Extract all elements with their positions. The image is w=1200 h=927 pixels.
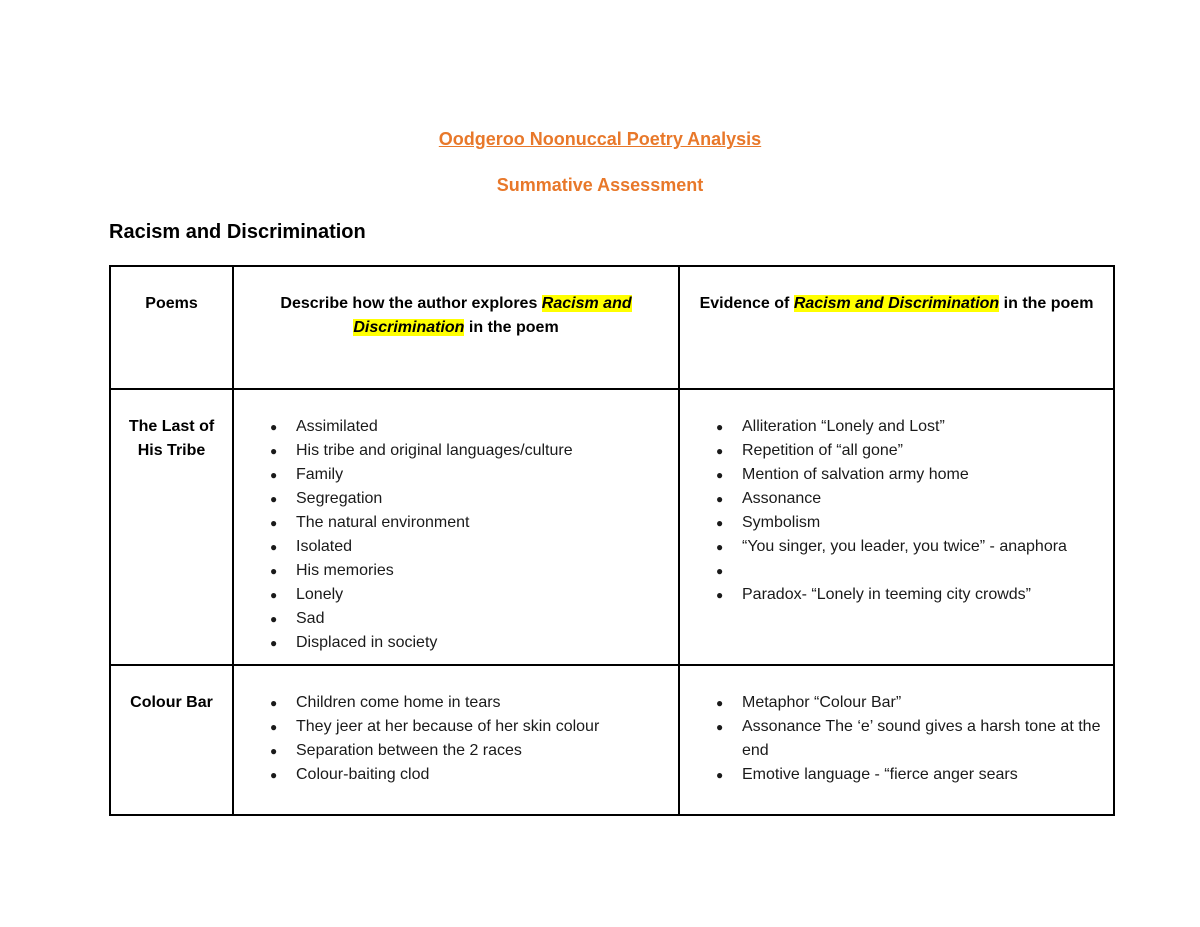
list-item: [716, 511, 1103, 535]
header-evidence-text: Evidence of: [699, 295, 794, 312]
bullet-icon: ●: [270, 492, 278, 506]
poem-title: The Last of His Tribe: [128, 418, 215, 459]
list-item: [270, 463, 668, 487]
list-item: [270, 583, 668, 607]
evidence-cell: [679, 389, 1114, 665]
header-evidence-suffix: in the poem: [999, 295, 1094, 312]
header-evidence: [679, 266, 1114, 389]
list-item-text: Children come home in tears: [296, 694, 501, 711]
list-item: [270, 559, 668, 583]
table-header-row: [110, 266, 1114, 389]
describe-list: [234, 666, 678, 787]
evidence-list: [680, 666, 1113, 787]
list-item-text: The natural environment: [296, 514, 470, 531]
list-item-text: Colour-baiting clod: [296, 766, 430, 783]
bullet-icon: ●: [716, 516, 724, 530]
list-item: [270, 631, 668, 655]
list-item-text: Paradox- “Lonely in teeming city crowds”: [742, 586, 1032, 603]
poem-title: Colour Bar: [130, 694, 213, 711]
document-title: Oodgeroo Noonuccal Poetry Analysis: [438, 129, 762, 149]
list-item: [716, 463, 1103, 487]
bullet-icon: ●: [270, 612, 278, 626]
analysis-table: [109, 265, 1115, 816]
list-item: [716, 487, 1103, 511]
list-item: [270, 415, 668, 439]
bullet-icon: ●: [716, 720, 724, 734]
list-item: [270, 487, 668, 511]
evidence-cell: [679, 665, 1114, 815]
bullet-icon: ●: [716, 444, 724, 458]
list-item: [270, 763, 668, 787]
list-item: [270, 739, 668, 763]
bullet-icon: ●: [270, 468, 278, 482]
header-describe-suffix: in the poem: [464, 319, 559, 336]
header-poems: [110, 266, 233, 389]
bullet-icon: ●: [270, 768, 278, 782]
list-item-text: His tribe and original languages/culture: [296, 442, 573, 459]
list-item-text: Separation between the 2 races: [296, 742, 522, 759]
list-item-text: They jeer at her because of her skin colour: [296, 718, 600, 735]
list-item-text: Lonely: [296, 586, 344, 603]
list-item-text: Mention of salvation army home: [742, 466, 969, 483]
list-item: [270, 715, 668, 739]
bullet-icon: ●: [270, 444, 278, 458]
list-item-text: Alliteration “Lonely and Lost”: [742, 418, 945, 435]
bullet-icon: ●: [270, 564, 278, 578]
bullet-icon: ●: [716, 696, 724, 710]
describe-cell: [233, 665, 679, 815]
list-item-text: Sad: [296, 610, 325, 627]
list-item-text: Displaced in society: [296, 634, 438, 651]
bullet-icon: ●: [270, 588, 278, 602]
poem-cell: [110, 665, 233, 815]
list-item-text: “You singer, you leader, you twice” - anaphora: [742, 538, 1067, 555]
evidence-list: [680, 390, 1113, 607]
list-item: [716, 583, 1103, 607]
describe-cell: [233, 389, 679, 665]
bullet-icon: ●: [716, 564, 724, 578]
list-item: [270, 511, 668, 535]
bullet-icon: ●: [716, 540, 724, 554]
list-item: [270, 691, 668, 715]
list-item-text: Segregation: [296, 490, 383, 507]
list-item-text: Assonance The ‘e’ sound gives a harsh tone at the end: [742, 718, 1101, 759]
list-item-text: Metaphor “Colour Bar”: [742, 694, 902, 711]
header-poems-label: Poems: [145, 295, 198, 312]
header-describe: [233, 266, 679, 389]
bullet-icon: ●: [270, 516, 278, 530]
list-item-text: Emotive language - “fierce anger sears: [742, 766, 1018, 783]
bullet-icon: ●: [270, 540, 278, 554]
bullet-icon: ●: [270, 744, 278, 758]
list-item: [270, 607, 668, 631]
list-item-text: Isolated: [296, 538, 353, 555]
list-item-text: Assimilated: [296, 418, 378, 435]
list-item: [270, 439, 668, 463]
list-item: [716, 415, 1103, 439]
describe-list: [234, 390, 678, 655]
list-item-text: Repetition of “all gone”: [742, 442, 903, 459]
list-item: [716, 763, 1103, 787]
table-row: [110, 389, 1114, 665]
bullet-icon: ●: [716, 468, 724, 482]
bullet-icon: ●: [270, 636, 278, 650]
bullet-icon: ●: [716, 768, 724, 782]
header-describe-text: Describe how the author explores: [280, 295, 542, 312]
section-heading: Racism and Discrimination: [109, 221, 366, 243]
list-item: [716, 715, 1103, 763]
bullet-icon: ●: [270, 420, 278, 434]
list-item-text: His memories: [296, 562, 394, 579]
header-evidence-highlight: Racism and Discrimination: [793, 295, 1000, 312]
list-item: [716, 535, 1103, 559]
list-item-text: Assonance: [742, 490, 822, 507]
list-item: [716, 559, 1103, 583]
table-row: [110, 665, 1114, 815]
bullet-icon: ●: [270, 720, 278, 734]
bullet-icon: ●: [716, 492, 724, 506]
header-describe-highlight: Racism and Discrimination: [353, 295, 632, 336]
list-item-text: Family: [296, 466, 344, 483]
list-item: [716, 691, 1103, 715]
list-item-text: Symbolism: [742, 514, 821, 531]
poem-cell: [110, 389, 233, 665]
document-subtitle: Summative Assessment: [496, 175, 704, 195]
bullet-icon: ●: [716, 588, 724, 602]
bullet-icon: ●: [716, 420, 724, 434]
list-item: [716, 439, 1103, 463]
list-item: [270, 535, 668, 559]
bullet-icon: ●: [270, 696, 278, 710]
